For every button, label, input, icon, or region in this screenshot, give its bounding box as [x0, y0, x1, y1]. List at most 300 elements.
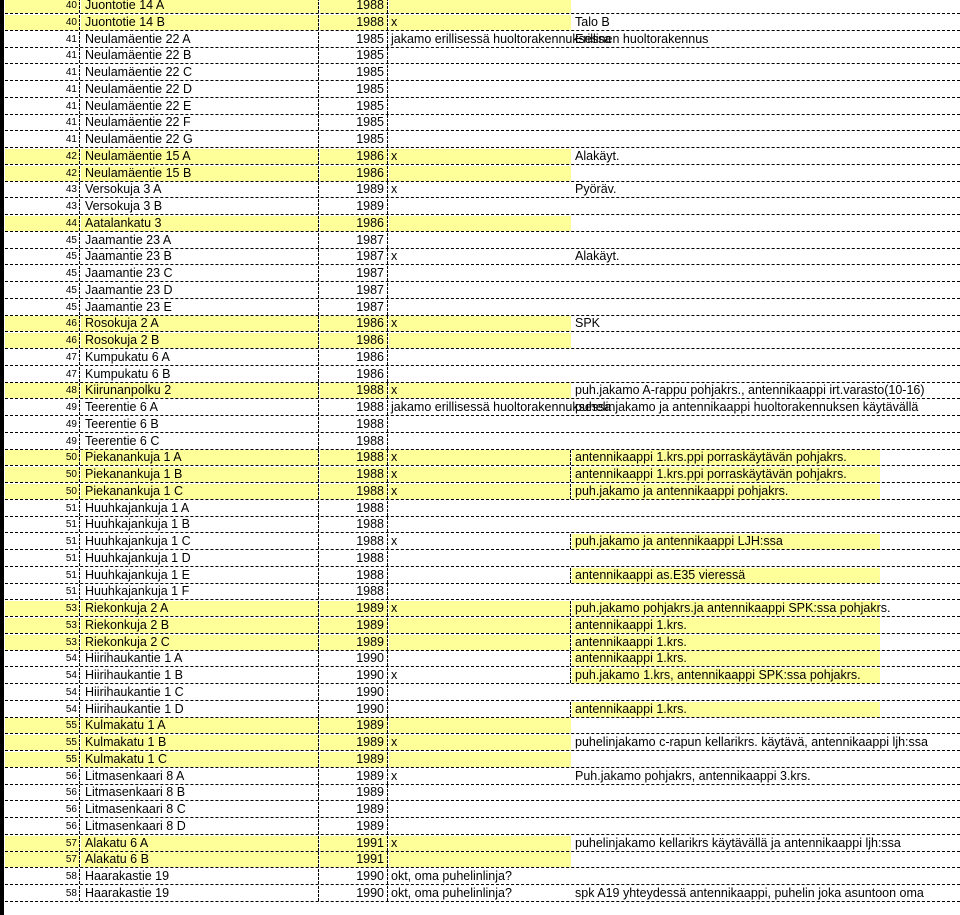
cell-marker[interactable]: x: [389, 668, 571, 683]
cell-address[interactable]: Huuhkajankuja 1 F: [81, 584, 319, 599]
cell-area-number[interactable]: 41: [5, 65, 80, 80]
cell-year[interactable]: 1987: [320, 233, 388, 248]
cell-year[interactable]: 1989: [320, 819, 388, 834]
cell-year[interactable]: 1985: [320, 48, 388, 63]
cell-marker[interactable]: x: [389, 484, 571, 499]
cell-area-number[interactable]: 56: [5, 802, 80, 817]
cell-note[interactable]: [572, 517, 575, 532]
cell-area-number[interactable]: 45: [5, 266, 80, 281]
cell-note[interactable]: antennikaappi as.E35 vieressä: [572, 568, 880, 583]
cell-address[interactable]: Jaamantie 23 C: [81, 266, 319, 281]
cell-note[interactable]: [572, 266, 575, 281]
cell-address[interactable]: Versokuja 3 A: [81, 182, 319, 197]
cell-year[interactable]: 1987: [320, 300, 388, 315]
cell-marker[interactable]: [389, 802, 571, 817]
cell-area-number[interactable]: 45: [5, 283, 80, 298]
cell-year[interactable]: 1988: [320, 584, 388, 599]
table-row: [5, 48, 960, 64]
cell-note[interactable]: [572, 367, 575, 382]
cell-address[interactable]: Huuhkajankuja 1 B: [81, 517, 319, 532]
cell-address[interactable]: Hiirihaukantie 1 D: [81, 702, 319, 717]
cell-address[interactable]: Juontotie 14 A: [81, 0, 319, 13]
cell-marker[interactable]: x: [391, 249, 398, 263]
cell-marker[interactable]: [389, 718, 571, 733]
cell-year[interactable]: 1988: [320, 467, 388, 482]
cell-area-number[interactable]: 49: [5, 400, 80, 415]
cell-note[interactable]: [572, 718, 575, 733]
cell-area-number[interactable]: 41: [5, 99, 80, 114]
cell-marker[interactable]: x: [389, 316, 571, 331]
cell-marker[interactable]: [389, 367, 571, 382]
cell-note[interactable]: antennikaappi 1.krs.: [572, 651, 880, 666]
table-row: [5, 115, 960, 131]
cell-address[interactable]: Huuhkajankuja 1 D: [81, 551, 319, 566]
cell-note[interactable]: [572, 350, 575, 365]
cell-address[interactable]: Riekonkuja 2 B: [81, 618, 319, 633]
table-row: [5, 534, 960, 550]
cell-marker[interactable]: [389, 266, 571, 281]
cell-area-number[interactable]: 56: [5, 819, 80, 834]
cell-marker[interactable]: [389, 115, 571, 130]
cell-note[interactable]: [572, 434, 575, 449]
cell-marker[interactable]: [389, 685, 571, 700]
cell-area-number[interactable]: 44: [5, 216, 80, 231]
cell-address[interactable]: Piekanankuja 1 A: [81, 450, 319, 465]
cell-note[interactable]: [572, 752, 575, 767]
cell-area-number[interactable]: 53: [5, 618, 80, 633]
cell-note[interactable]: [572, 785, 575, 800]
cell-marker[interactable]: [389, 635, 571, 650]
cell-year[interactable]: 1989: [320, 802, 388, 817]
cell-note[interactable]: antennikaappi 1.krs.ppi porraskäytävän pohjakrs.: [572, 467, 880, 482]
cell-note[interactable]: puhelinjakamo c-rapun kellarikrs. käytävä, antennikaappi ljh:ssa: [575, 735, 928, 749]
cell-area-number[interactable]: 45: [5, 233, 80, 248]
cell-note[interactable]: spk A19 yhteydessä antennikaappi, puhelin joka asuntoon oma: [575, 886, 924, 900]
cell-marker[interactable]: x: [389, 534, 571, 549]
cell-year[interactable]: 1988: [320, 383, 388, 398]
cell-year[interactable]: 1991: [320, 836, 388, 851]
cell-note[interactable]: [572, 819, 575, 834]
cell-address[interactable]: Huuhkajankuja 1 C: [81, 534, 319, 549]
cell-area-number[interactable]: 54: [5, 651, 80, 666]
cell-marker[interactable]: [389, 517, 571, 532]
cell-marker[interactable]: [389, 350, 571, 365]
cell-year[interactable]: 1987: [320, 249, 388, 264]
cell-note[interactable]: [572, 199, 575, 214]
table-row: [5, 149, 960, 165]
table-row: [5, 635, 960, 651]
cell-note[interactable]: puh.jakamo ja antennikaappi pohjakrs.: [572, 484, 880, 499]
cell-note[interactable]: [572, 82, 575, 97]
cell-address[interactable]: Litmasenkaari 8 B: [81, 785, 319, 800]
cell-year[interactable]: 1989: [320, 182, 388, 197]
cell-marker[interactable]: [389, 48, 571, 63]
cell-note[interactable]: [572, 166, 575, 181]
cell-address[interactable]: Hiirihaukantie 1 C: [81, 685, 319, 700]
cell-area-number[interactable]: 51: [5, 584, 80, 599]
cell-marker[interactable]: x: [389, 735, 571, 750]
table-row: [5, 484, 960, 500]
cell-year[interactable]: 1989: [320, 199, 388, 214]
cell-area-number[interactable]: 55: [5, 735, 80, 750]
cell-year[interactable]: 1988: [320, 484, 388, 499]
cell-year[interactable]: 1988: [320, 501, 388, 516]
cell-area-number[interactable]: 42: [5, 166, 80, 181]
cell-address[interactable]: Jaamantie 23 E: [81, 300, 319, 315]
cell-address[interactable]: Neulamäentie 22 E: [81, 99, 319, 114]
cell-year[interactable]: 1989: [320, 752, 388, 767]
cell-year[interactable]: 1988: [320, 551, 388, 566]
cell-year[interactable]: 1986: [320, 350, 388, 365]
cell-marker[interactable]: [389, 99, 571, 114]
cell-area-number[interactable]: 45: [5, 300, 80, 315]
cell-year[interactable]: 1985: [320, 32, 388, 47]
cell-address[interactable]: Alakatu 6 A: [81, 836, 319, 851]
cell-area-number[interactable]: 41: [5, 132, 80, 147]
cell-marker[interactable]: [389, 300, 571, 315]
cell-note[interactable]: Puh.jakamo pohjakrs, antennikaappi 3.krs.: [575, 769, 811, 783]
cell-note[interactable]: [572, 300, 575, 315]
cell-area-number[interactable]: 43: [5, 182, 80, 197]
cell-note[interactable]: antennikaappi 1.krs.: [572, 618, 880, 633]
cell-area-number[interactable]: 41: [5, 48, 80, 63]
cell-marker[interactable]: [389, 752, 571, 767]
cell-year[interactable]: 1986: [320, 216, 388, 231]
cell-year[interactable]: 1986: [320, 149, 388, 164]
cell-year[interactable]: 1989: [320, 718, 388, 733]
table-row: [5, 651, 960, 667]
cell-note[interactable]: [572, 501, 575, 516]
cell-address[interactable]: Kumpukatu 6 B: [81, 367, 319, 382]
table-row: [5, 836, 960, 852]
cell-note[interactable]: SPK: [575, 316, 601, 330]
cell-address[interactable]: Teerentie 6 A: [81, 400, 319, 415]
cell-area-number[interactable]: 53: [5, 635, 80, 650]
cell-address[interactable]: Kulmakatu 1 A: [81, 718, 319, 733]
cell-area-number[interactable]: 40: [5, 15, 80, 30]
cell-area-number[interactable]: 42: [5, 149, 80, 164]
cell-note[interactable]: [572, 802, 575, 817]
cell-year[interactable]: 1989: [320, 735, 388, 750]
cell-area-number[interactable]: 49: [5, 434, 80, 449]
cell-year[interactable]: 1988: [320, 400, 388, 415]
cell-area-number[interactable]: 50: [5, 467, 80, 482]
cell-address[interactable]: Haarakastie 19: [81, 869, 319, 884]
cell-marker[interactable]: [389, 568, 571, 583]
cell-area-number[interactable]: 47: [5, 350, 80, 365]
cell-address[interactable]: Neulamäentie 22 G: [81, 132, 319, 147]
table-row: [5, 802, 960, 818]
cell-note[interactable]: Pyöräv.: [575, 182, 617, 196]
cell-year[interactable]: 1988: [320, 0, 388, 13]
cell-marker[interactable]: x: [391, 769, 398, 783]
cell-marker[interactable]: x: [389, 149, 571, 164]
cell-address[interactable]: Neulamäentie 22 B: [81, 48, 319, 63]
cell-marker[interactable]: [389, 233, 571, 248]
cell-area-number[interactable]: 41: [5, 115, 80, 130]
cell-note[interactable]: [572, 584, 575, 599]
table-row: [5, 132, 960, 148]
cell-address[interactable]: Neulamäentie 22 D: [81, 82, 319, 97]
cell-marker[interactable]: jakamo erillisessä huoltorakennuksessa: [391, 32, 612, 46]
cell-address[interactable]: Riekonkuja 2 A: [81, 601, 319, 616]
cell-marker[interactable]: [389, 333, 571, 348]
cell-note[interactable]: [572, 551, 575, 566]
cell-marker[interactable]: [389, 702, 571, 717]
cell-note[interactable]: [572, 852, 575, 867]
cell-area-number[interactable]: 57: [5, 852, 80, 867]
cell-address[interactable]: Rosokuja 2 A: [81, 316, 319, 331]
cell-address[interactable]: Hiirihaukantie 1 A: [81, 651, 319, 666]
cell-area-number[interactable]: 46: [5, 316, 80, 331]
cell-note[interactable]: [572, 233, 575, 248]
table-row: [5, 752, 960, 768]
cell-note[interactable]: [572, 283, 575, 298]
table-row: [5, 65, 960, 81]
cell-address[interactable]: Litmasenkaari 8 C: [81, 802, 319, 817]
cell-year[interactable]: 1988: [320, 517, 388, 532]
table-row: [5, 702, 960, 718]
cell-area-number[interactable]: 51: [5, 501, 80, 516]
cell-marker[interactable]: okt, oma puhelinlinja?: [391, 886, 512, 900]
cell-marker[interactable]: [389, 199, 571, 214]
cell-area-number[interactable]: 41: [5, 32, 80, 47]
cell-area-number[interactable]: 58: [5, 869, 80, 884]
cell-year[interactable]: 1990: [320, 869, 388, 884]
table-row: [5, 367, 960, 383]
cell-address[interactable]: Huuhkajankuja 1 A: [81, 501, 319, 516]
cell-note[interactable]: [572, 115, 575, 130]
cell-note[interactable]: puh.jakamo A-rappu pohjakrs., antennikaappi irt.varasto(10-16): [575, 383, 925, 397]
cell-marker[interactable]: x: [389, 383, 571, 398]
cell-note[interactable]: [572, 65, 575, 80]
cell-year[interactable]: 1990: [320, 685, 388, 700]
cell-area-number[interactable]: 54: [5, 685, 80, 700]
cell-year[interactable]: 1989: [320, 785, 388, 800]
cell-marker[interactable]: [389, 132, 571, 147]
cell-note[interactable]: Alakäyt.: [575, 249, 620, 263]
cell-area-number[interactable]: 47: [5, 367, 80, 382]
cell-area-number[interactable]: 45: [5, 249, 80, 264]
cell-note[interactable]: puhelinjakamo ja antennikaappi huoltorakennuksen käytävällä: [575, 400, 919, 414]
cell-address[interactable]: Jaamantie 23 A: [81, 233, 319, 248]
cell-area-number[interactable]: 51: [5, 568, 80, 583]
cell-year[interactable]: 1989: [320, 601, 388, 616]
cell-area-number[interactable]: 46: [5, 333, 80, 348]
cell-address[interactable]: Huuhkajankuja 1 E: [81, 568, 319, 583]
cell-note[interactable]: [572, 48, 575, 63]
cell-note[interactable]: antennikaappi 1.krs.: [572, 635, 880, 650]
cell-marker[interactable]: x: [389, 601, 571, 616]
cell-marker[interactable]: x: [389, 836, 571, 851]
cell-note[interactable]: [572, 0, 575, 13]
cell-year[interactable]: 1988: [320, 450, 388, 465]
cell-year[interactable]: 1986: [320, 333, 388, 348]
cell-year[interactable]: 1989: [320, 635, 388, 650]
cell-year[interactable]: 1990: [320, 702, 388, 717]
cell-address[interactable]: Aatalankatu 3: [81, 216, 319, 231]
cell-marker[interactable]: [389, 852, 571, 867]
cell-year[interactable]: 1991: [320, 852, 388, 867]
cell-address[interactable]: Kumpukatu 6 A: [81, 350, 319, 365]
cell-note[interactable]: [572, 333, 575, 348]
cell-address[interactable]: Jaamantie 23 D: [81, 283, 319, 298]
cell-address[interactable]: Haarakastie 19: [81, 886, 319, 901]
cell-marker[interactable]: x: [389, 15, 571, 30]
cell-note[interactable]: puh.jakamo 1.krs, antennikaappi SPK:ssa pohjakrs.: [572, 668, 880, 683]
cell-address[interactable]: Alakatu 6 B: [81, 852, 319, 867]
table-row: [5, 568, 960, 584]
cell-marker[interactable]: [389, 166, 571, 181]
cell-marker[interactable]: [389, 584, 571, 599]
cell-note[interactable]: antennikaappi 1.krs.: [572, 702, 880, 717]
cell-year[interactable]: 1989: [320, 618, 388, 633]
cell-area-number[interactable]: 51: [5, 551, 80, 566]
cell-marker[interactable]: [389, 434, 571, 449]
cell-address[interactable]: Rosokuja 2 B: [81, 333, 319, 348]
cell-address[interactable]: Piekanankuja 1 B: [81, 467, 319, 482]
cell-marker[interactable]: [389, 216, 571, 231]
cell-address[interactable]: Jaamantie 23 B: [81, 249, 319, 264]
table-row: [5, 434, 960, 450]
cell-area-number[interactable]: 57: [5, 836, 80, 851]
cell-year[interactable]: 1985: [320, 65, 388, 80]
cell-year[interactable]: 1986: [320, 316, 388, 331]
cell-year[interactable]: 1990: [320, 668, 388, 683]
cell-area-number[interactable]: 49: [5, 417, 80, 432]
cell-address[interactable]: Litmasenkaari 8 A: [81, 769, 319, 784]
table-row: [5, 383, 960, 399]
cell-marker[interactable]: [389, 501, 571, 516]
cell-area-number[interactable]: 58: [5, 886, 80, 901]
cell-address[interactable]: Neulamäentie 15 A: [81, 149, 319, 164]
cell-address[interactable]: Neulamäentie 22 C: [81, 65, 319, 80]
cell-year[interactable]: 1986: [320, 166, 388, 181]
cell-area-number[interactable]: 48: [5, 383, 80, 398]
table-row: [5, 517, 960, 533]
cell-note[interactable]: Alakäyt.: [575, 149, 620, 163]
cell-area-number[interactable]: 41: [5, 82, 80, 97]
cell-marker[interactable]: [389, 551, 571, 566]
table-row: [5, 467, 960, 483]
cell-area-number[interactable]: 53: [5, 601, 80, 616]
cell-year[interactable]: 1988: [320, 534, 388, 549]
cell-address[interactable]: Kulmakatu 1 B: [81, 735, 319, 750]
cell-area-number[interactable]: 56: [5, 785, 80, 800]
cell-area-number[interactable]: 55: [5, 718, 80, 733]
cell-note[interactable]: [572, 216, 575, 231]
cell-area-number[interactable]: 51: [5, 534, 80, 549]
cell-marker[interactable]: x: [389, 467, 571, 482]
cell-marker[interactable]: x: [389, 450, 571, 465]
cell-note[interactable]: [572, 685, 575, 700]
cell-note[interactable]: puhelinjakamo kellarikrs käytävällä ja antennikaappi ljh:ssa: [575, 836, 901, 850]
cell-address[interactable]: Neulamäentie 22 A: [81, 32, 319, 47]
cell-year[interactable]: 1988: [320, 15, 388, 30]
cell-address[interactable]: Neulamäentie 22 F: [81, 115, 319, 130]
cell-area-number[interactable]: 56: [5, 769, 80, 784]
cell-address[interactable]: Juontotie 14 B: [81, 15, 319, 30]
cell-marker[interactable]: [389, 819, 571, 834]
cell-area-number[interactable]: 55: [5, 752, 80, 767]
cell-area-number[interactable]: 43: [5, 199, 80, 214]
cell-year[interactable]: 1988: [320, 434, 388, 449]
table-row: [5, 852, 960, 868]
cell-note[interactable]: [572, 99, 575, 114]
cell-area-number[interactable]: 54: [5, 702, 80, 717]
cell-address[interactable]: Hiirihaukantie 1 B: [81, 668, 319, 683]
cell-marker[interactable]: [389, 417, 571, 432]
cell-marker[interactable]: [389, 82, 571, 97]
cell-year[interactable]: 1986: [320, 367, 388, 382]
cell-address[interactable]: Riekonkuja 2 C: [81, 635, 319, 650]
cell-year[interactable]: 1985: [320, 82, 388, 97]
cell-note[interactable]: antennikaappi 1.krs.ppi porraskäytävän pohjakrs.: [572, 450, 880, 465]
table-row: [5, 15, 960, 31]
cell-year[interactable]: 1985: [320, 99, 388, 114]
cell-marker[interactable]: [389, 0, 571, 13]
table-row: [5, 685, 960, 701]
cell-area-number[interactable]: 40: [5, 0, 80, 13]
cell-note[interactable]: [572, 132, 575, 147]
cell-year[interactable]: 1988: [320, 417, 388, 432]
cell-note[interactable]: [572, 417, 575, 432]
table-row: [5, 584, 960, 600]
cell-marker[interactable]: [389, 283, 571, 298]
table-row: [5, 300, 960, 316]
cell-year[interactable]: 1988: [320, 568, 388, 583]
cell-note[interactable]: Erillinen huoltorakennus: [575, 32, 709, 46]
cell-address[interactable]: Neulamäentie 15 B: [81, 166, 319, 181]
cell-note[interactable]: puh.jakamo pohjakrs.ja antennikaappi SPK:ssa pohjakrs.: [572, 601, 880, 616]
cell-year[interactable]: 1987: [320, 283, 388, 298]
cell-marker[interactable]: okt, oma puhelinlinja?: [391, 869, 512, 883]
cell-marker[interactable]: [389, 651, 571, 666]
table-row: [5, 785, 960, 801]
cell-address[interactable]: Teerentie 6 C: [81, 434, 319, 449]
table-row: [5, 82, 960, 98]
cell-marker[interactable]: [389, 65, 571, 80]
cell-marker[interactable]: x: [391, 182, 398, 196]
cell-year[interactable]: 1987: [320, 266, 388, 281]
cell-marker[interactable]: [389, 618, 571, 633]
cell-address[interactable]: Piekanankuja 1 C: [81, 484, 319, 499]
cell-note[interactable]: [572, 869, 575, 884]
cell-year[interactable]: 1985: [320, 115, 388, 130]
cell-area-number[interactable]: 50: [5, 484, 80, 499]
cell-marker[interactable]: [389, 785, 571, 800]
table-row: [5, 869, 960, 885]
table-row: [5, 501, 960, 517]
cell-year[interactable]: 1985: [320, 132, 388, 147]
cell-year[interactable]: 1989: [320, 769, 388, 784]
cell-area-number[interactable]: 54: [5, 668, 80, 683]
table-row: [5, 32, 960, 48]
cell-address[interactable]: Kulmakatu 1 C: [81, 752, 319, 767]
cell-note[interactable]: puh.jakamo ja antennikaappi LJH:ssa: [572, 534, 880, 549]
cell-area-number[interactable]: 50: [5, 450, 80, 465]
table-row: [5, 551, 960, 567]
cell-year[interactable]: 1990: [320, 886, 388, 901]
cell-marker[interactable]: jakamo erillisessä huoltorakennuksessa: [391, 400, 612, 414]
cell-address[interactable]: Versokuja 3 B: [81, 199, 319, 214]
cell-address[interactable]: Kiirunanpolku 2: [81, 383, 319, 398]
cell-note[interactable]: Talo B: [575, 15, 610, 29]
cell-year[interactable]: 1990: [320, 651, 388, 666]
cell-area-number[interactable]: 51: [5, 517, 80, 532]
cell-address[interactable]: Litmasenkaari 8 D: [81, 819, 319, 834]
cell-address[interactable]: Teerentie 6 B: [81, 417, 319, 432]
